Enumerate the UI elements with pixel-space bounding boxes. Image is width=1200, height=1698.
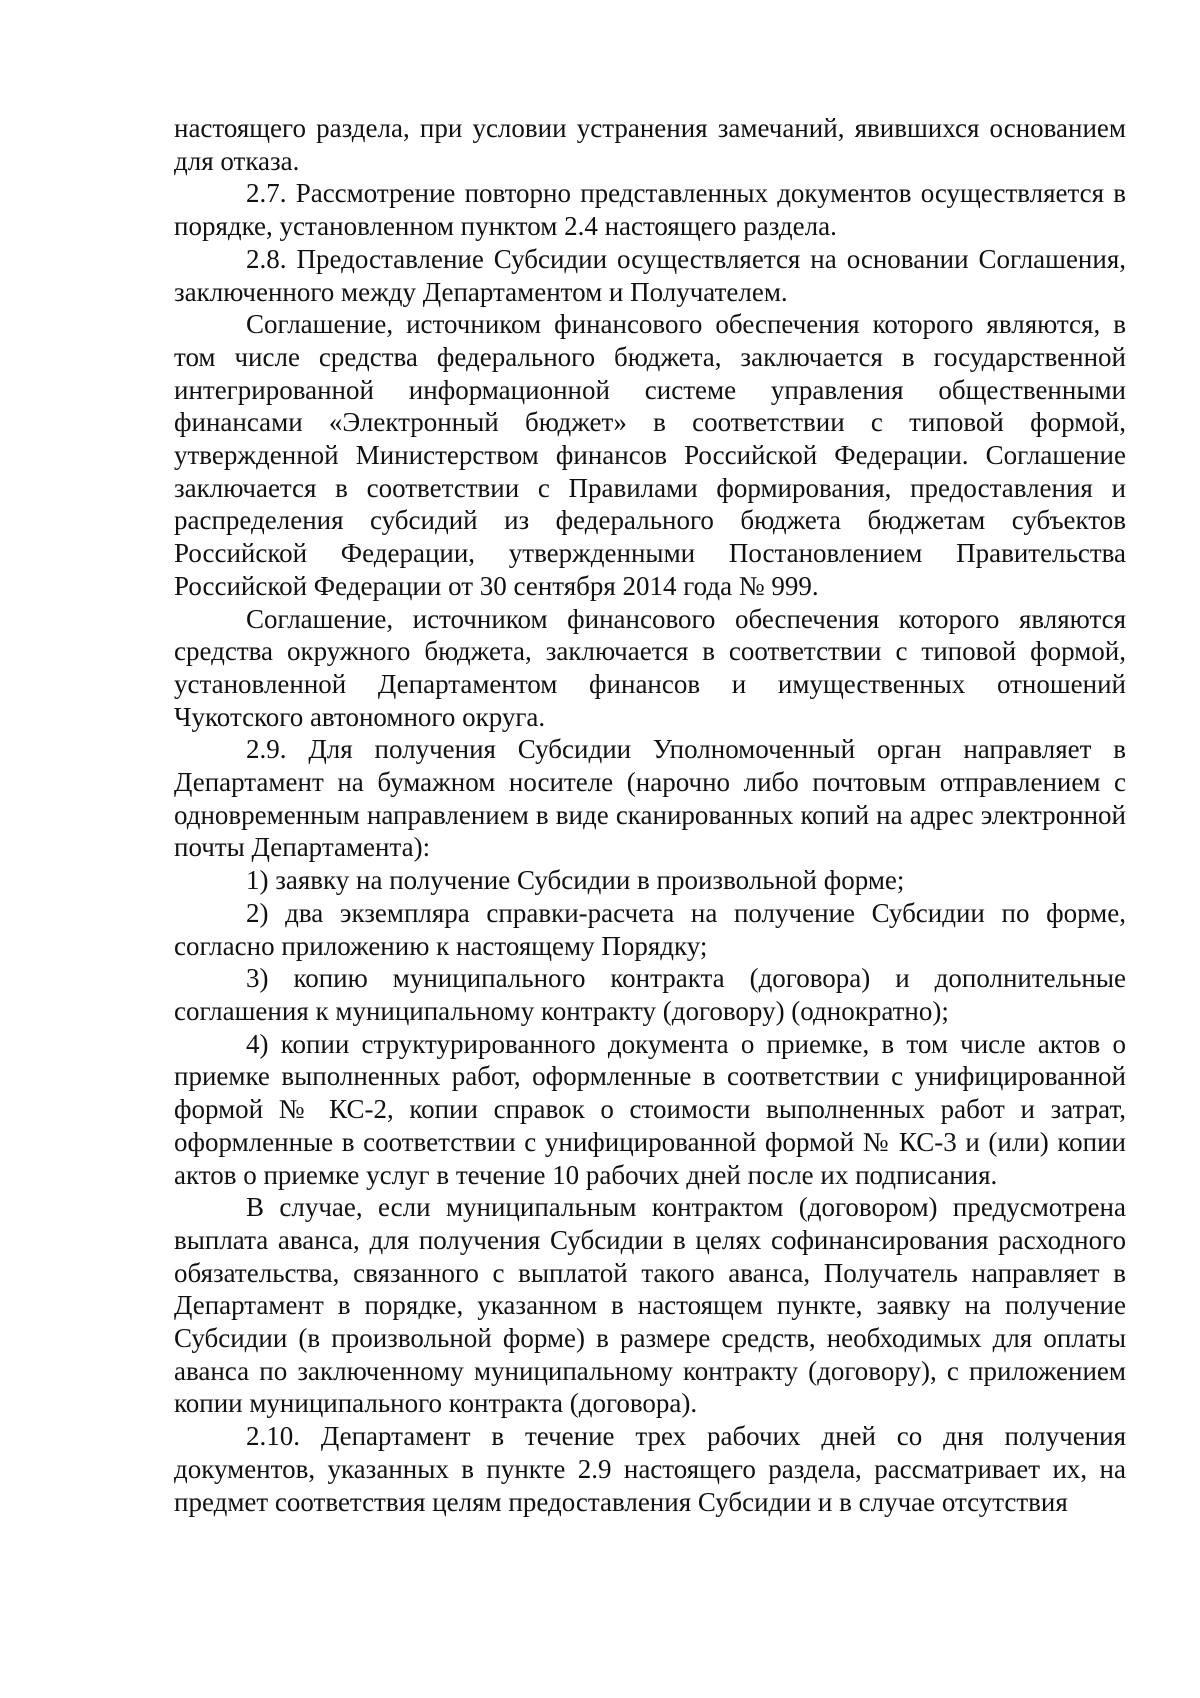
paragraph-2-8: 2.8. Предоставление Субсидии осуществляется на основании Соглашения, заключенного между Департаментом и Получателем. [174,243,1126,307]
list-item-4: 4) копии структурированного документа о приемке, в том числе актов о приемке выполненных работ, оформленные в соответствии с унифицированной формой № КС-2, копии справок о стоимости выполненных работ и затрат, оформленные в соответствии с унифицированной формой № КС-3 и (или) копии актов о приемке услуг в течение 10 рабочих дней после их подписания. [174,1028,1126,1190]
paragraph-continuation: настоящего раздела, при условии устранения замечаний, явившихся основанием для отказа. [174,113,1126,176]
paragraph-agreement-district: Соглашение, источником финансового обеспечения которого являются средства окружного бюджета, заключается в соответствии с типовой формой, установленной Департаментом финансов и имущественных отношений Чукотского автономного округа. [174,603,1126,732]
paragraph-advance-payment: В случае, если муниципальным контрактом (договором) предусмотрена выплата аванса, для получения Субсидии в целях софинансирования расходного обязательства, связанного с выплатой такого аванса, Получатель направляет в Департамент в порядке, указанном в настоящем пункте, заявку на получение Субсидии (в произвольной форме) в размере средств, необходимых для оплаты аванса по заключенному муниципальному контракту (договору), с приложением копии муниципального контракта (договора). [174,1192,1126,1419]
paragraph-2-7: 2.7. Рассмотрение повторно представленных документов осуществляется в порядке, установленном пунктом 2.4 настоящего раздела. [174,178,1126,242]
paragraph-2-9: 2.9. Для получения Субсидии Уполномоченный орган направляет в Департамент на бумажном носителе (нарочно либо почтовым отправлением с одновременным направлением в виде сканированных копий на адрес электронной почты Департамента): [174,734,1126,863]
paragraph-2-10: 2.10. Департамент в течение трех рабочих дней со дня получения документов, указанных в пункте 2.9 настоящего раздела, рассматривает их, на предмет соответствия целям предоставления Субсидии и в случае отсутствия [174,1421,1126,1517]
list-item-1: 1) заявку на получение Субсидии в произвольной форме; [246,865,905,896]
document-page [174,112,1126,1518]
paragraph-agreement-federal: Соглашение, источником финансового обеспечения которого являются, в том числе средства федерального бюджета, заключается в государственной интегрированной информационной системе управления общественными финансами «Электронный бюджет» в соответствии с типовой формой, утвержденной Министерством финансов Российской Федерации. Соглашение заключается в соответствии с Правилами формирования, предоставления и распределения субсидий из федерального бюджета бюджетам субъектов Российской Федерации, утвержденными Постановлением Правительства Российской Федерации от 30 сентября 2014 года № 999. [174,309,1126,601]
list-item-2: 2) два экземпляра справки-расчета на получение Субсидии по форме, согласно приложению к настоящему Порядку; [174,897,1126,961]
list-item-3: 3) копию муниципального контракта (договора) и дополнительные соглашения к муниципальному контракту (договору) (однократно); [174,963,1126,1026]
